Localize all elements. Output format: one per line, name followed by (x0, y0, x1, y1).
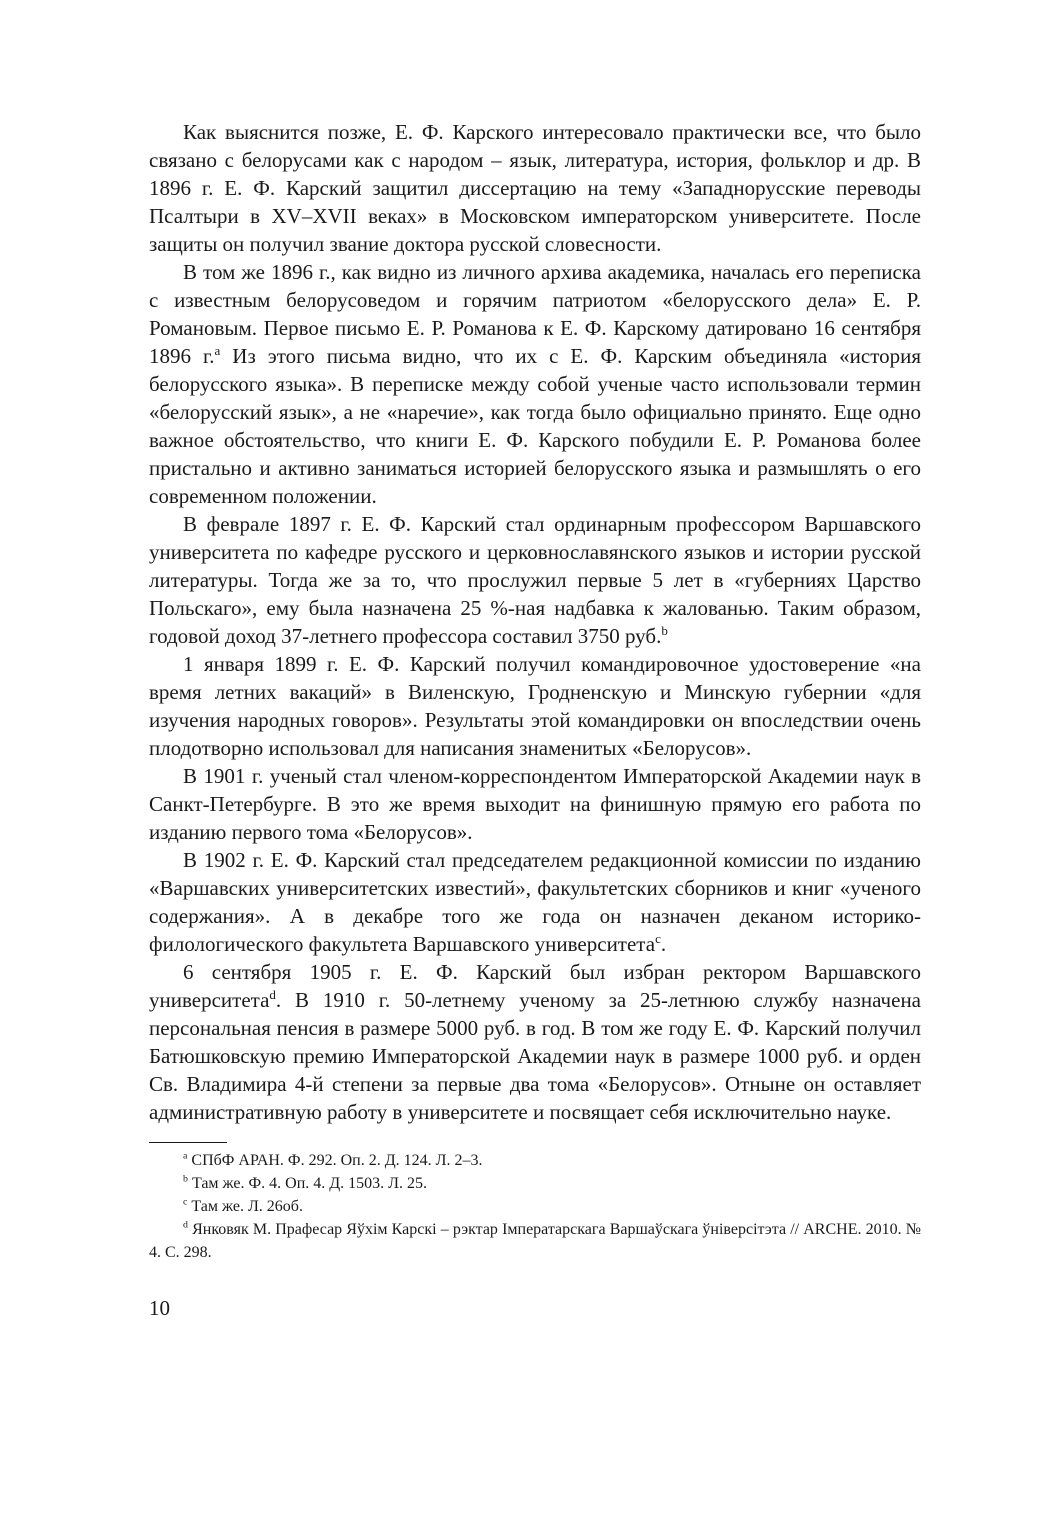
footnote (149, 1195, 921, 1218)
paragraph-text: Из этого письма видно, что их с Е. Ф. Карским объединяла «история белорусского языка». В переписке между собой ученые часто использовали термин «белорусский язык», а не «наречие», как тогда было официально принято. Еще одно важное обстоятельство, что книги Е. Ф. Карского побудили Е. Р. Романова более пристально и активно заниматься историей белорусского языка и размышлять о его современном положении. (149, 344, 921, 508)
footnote-marker: c (183, 1196, 188, 1208)
footnote-ref[interactable]: d (269, 987, 276, 1002)
paragraph-text: 1 января 1899 г. Е. Ф. Карский получил командировочное удостоверение «на время летних вакаций» в Виленскую, Гродненскую и Минскую губернии «для изучения народных говоров». Результаты этой командировки он впоследствии очень плодотворно использовал для написания знаменитых «Белорусов». (149, 652, 921, 760)
paragraph-text: В 1902 г. Е. Ф. Карский стал председателем редакционной комиссии по изданию «Варшавских университетских известий», факультетских сборников и книг «ученого содержания». А в декабре того же года он назначен деканом историко-филологического факультета Варшавского университета (149, 848, 921, 956)
page-number: 10 (149, 1296, 170, 1320)
paragraph-text: 6 сентября 1905 г. Е. Ф. Карский был избран ректором Варшавского университета (149, 960, 921, 1012)
footnote (149, 1172, 921, 1195)
footnote-text: Там же. Ф. 4. Оп. 4. Д. 1503. Л. 25. (187, 1175, 428, 1192)
footnote-text: Там же. Л. 26об. (187, 1198, 303, 1215)
paragraph-text: В том же 1896 г., как видно из личного архива академика, началась его переписка с известным белорусоведом и горячим патриотом «белорусского дела» Е. Р. Романовым. Первое письмо Е. Р. Романова к Е. Ф. Карскому датировано 16 сентября 1896 г. (149, 260, 921, 368)
footnote-marker: b (183, 1173, 188, 1185)
footnotes (149, 1149, 921, 1264)
paragraph (149, 510, 921, 650)
book-page (149, 118, 921, 1322)
footnote (149, 1149, 921, 1172)
footnote-ref[interactable]: c (655, 931, 661, 946)
main-text (149, 118, 921, 1126)
footnote (149, 1218, 921, 1264)
paragraph (149, 846, 921, 958)
paragraph-text: . (660, 932, 667, 956)
paragraph-text: В 1901 г. ученый стал членом-корреспондентом Императорской Академии наук в Санкт-Петербурге. В это же время выходит на финишную прямую его работа по изданию первого тома «Белорусов». (149, 764, 921, 844)
footnote-ref[interactable]: b (661, 623, 668, 638)
paragraph-text: В феврале 1897 г. Е. Ф. Карский стал ординарным профессором Варшавского университета по кафедре русского и церковнославянского языков и истории русской литературы. Тогда же за то, что прослужил первые 5 лет в «губерниях Царство Польскаго», ему была назначена 25 %-ная надбавка к жалованью. Таким образом, годовой доход 37-летнего профессора составил 3750 руб. (149, 512, 921, 648)
footnote-marker: d (183, 1219, 188, 1231)
footnote-ref[interactable]: a (214, 343, 221, 358)
footnote-text: Янковяк М. Прафесар Яўхім Карскі – рэктар Імператарскага Варшаўскага ўніверсітэта // ARCHE. 2010. № 4. С. 298. (149, 1221, 921, 1261)
paragraph-text: . В 1910 г. 50-летнему ученому за 25-летнюю службу назначена персональная пенсия в размере 5000 руб. в год. В том же году Е. Ф. Карский получил Батюшковскую премию Императорской Академии наук в размере 1000 руб. и орден Св. Владимира 4-й степени за первые два тома «Белорусов». Отныне он оставляет административную работу в университете и посвящает себя исключительно науке. (149, 988, 921, 1124)
paragraph (149, 650, 921, 762)
footnote-divider (149, 1142, 227, 1143)
footnote-text: СПбФ АРАН. Ф. 292. Оп. 2. Д. 124. Л. 2–3. (187, 1152, 483, 1169)
footnote-marker: a (183, 1150, 188, 1162)
paragraph (149, 118, 921, 258)
paragraph (149, 258, 921, 510)
paragraph (149, 762, 921, 846)
paragraph-text: Как выяснится позже, Е. Ф. Карского интересовало практически все, что было связано с белорусами как с народом – язык, литература, история, фольклор и др. В 1896 г. Е. Ф. Карский защитил диссертацию на тему «Западнорусские переводы Псалтыри в XV–XVII веках» в Московском императорском университете. После защиты он получил звание доктора русской словесности. (149, 120, 921, 256)
paragraph (149, 958, 921, 1126)
